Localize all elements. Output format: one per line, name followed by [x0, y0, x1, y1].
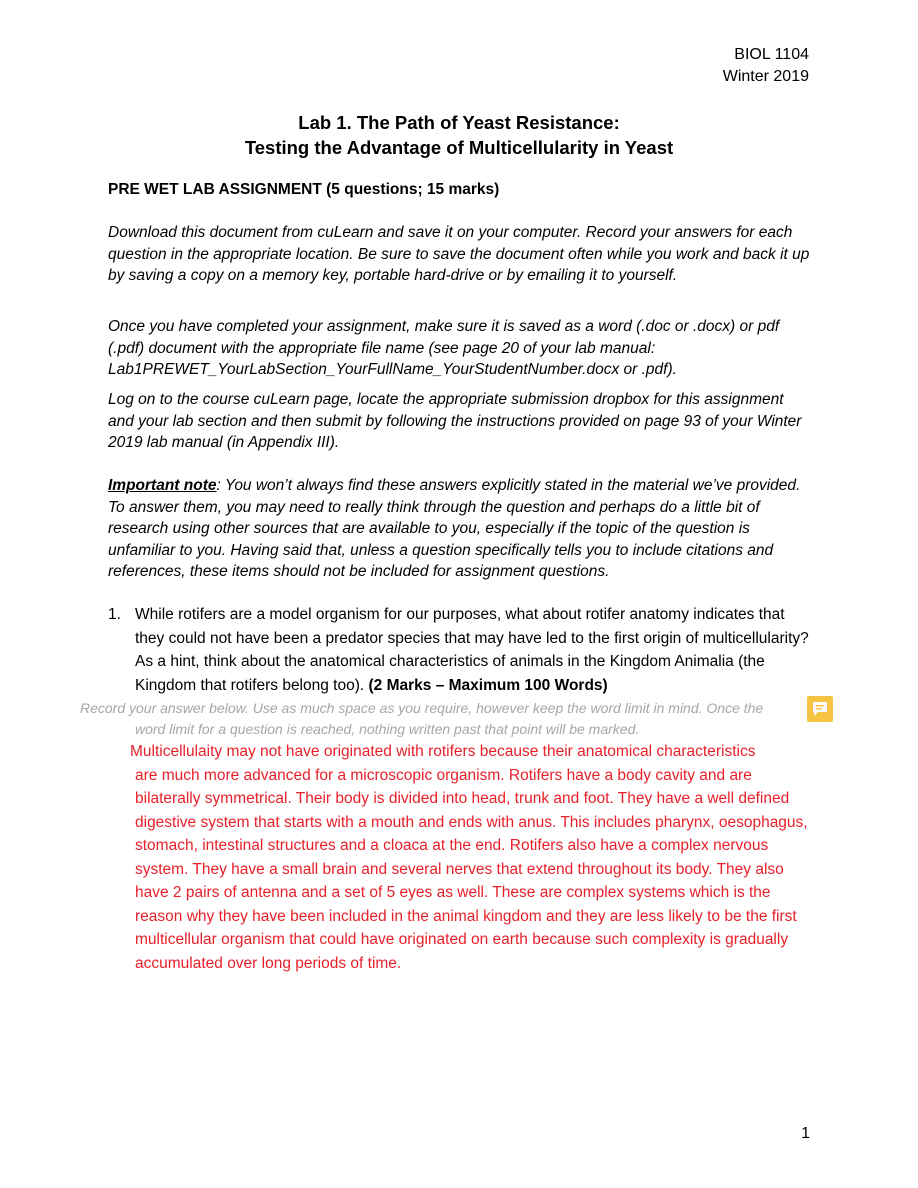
lab-title: [0, 110, 918, 160]
title-line-1: Lab 1. The Path of Yeast Resistance:: [298, 112, 620, 133]
course-code: BIOL 1104: [734, 46, 809, 63]
instruction-paragraph-save-format: Once you have completed your assignment, make sure it is saved as a word (.doc or .docx) or pdf (.pdf) document with the appropriate file name (see page 20 of your lab manual: Lab1PREWET_YourLabSection_YourFullName_YourStudentNumber.docx or .pdf).: [108, 318, 780, 379]
title-line-2: Testing the Advantage of Multicellularity in Yeast: [244, 137, 674, 158]
answer-instruction-line-1: Record your answer below. Use as much space as you require, however keep the word limit in mind. Once the: [80, 700, 764, 716]
instruction-paragraph-submit: Log on to the course cuLearn page, locate the appropriate submission dropbox for this assignment and your lab section and then submit by following the instructions provided on page 93 of your Winter 2019 lab manual (in Appendix III).: [108, 391, 802, 452]
speech-bubble-icon: [811, 700, 829, 718]
term: Winter 2019: [722, 68, 809, 85]
question-marks: (2 Marks – Maximum 100 Words): [368, 676, 608, 694]
important-note-label: Important note: [108, 477, 217, 494]
question-text: While rotifers are a model organism for our purposes, what about rotifer anatomy indicates that they could not have been a predator species that may have led to the first origin of multicellularity? As a hint, think about the anatomical characteristics of animals in the Kingdom Animalia (the Kingdom that rotifers belong too).: [135, 606, 809, 694]
answer-body: are much more advanced for a microscopic organism. Rotifers have a body cavity and are bilaterally symmetrical. Their body is divided into head, trunk and foot. They have a well defined digestive system that starts with a mouth and ends with anus. This includes pharynx, oesophagus, stomach, intestinal structures and a cloaca at the end. Rotifers also have a complex nervous system. They have a small brain and several nerves that extend throughout its body. They also have 2 pairs of antenna and a set of 5 eyes as well. These are complex systems which is the reason why they have been included in the animal kingdom and they are less likely to be the first multicellular organism that could have originated on earth because such complexity is gradually accumulated over long periods of time.: [135, 766, 808, 972]
question-1: [108, 603, 813, 697]
important-note: [108, 475, 813, 583]
question-text-block: [135, 603, 813, 697]
question-number: 1.: [108, 606, 121, 623]
document-header: [723, 44, 809, 88]
comment-icon[interactable]: [807, 696, 833, 722]
assignment-heading: PRE WET LAB ASSIGNMENT (5 questions; 15 marks): [108, 181, 500, 198]
important-note-text: : You won’t always find these answers explicitly stated in the material we’ve provided. To answer them, you may need to really think through the question and perhaps do a little bit of research using other sources that are available to you, especially if the topic of the question is unfamiliar to you. Having said that, unless a question specifically tells you to include citations and references, these items should not be included for assignment questions.: [108, 477, 801, 581]
answer-first-line: Multicellulaity may not have originated with rotifers because their anatomical characteristics: [130, 743, 756, 760]
answer-instruction: [80, 698, 815, 740]
answer-instruction-line-2: word limit for a question is reached, nothing written past that point will be marked.: [135, 721, 640, 737]
answer-text[interactable]: [130, 740, 820, 975]
instruction-paragraph-download: Download this document from cuLearn and save it on your computer. Record your answers for each question in the appropriate location. Be sure to save the document often while you work and back it up by saving a copy on a memory key, portable hard-drive or by emailing it to yourself.: [108, 224, 810, 285]
page-number: 1: [801, 1125, 810, 1142]
